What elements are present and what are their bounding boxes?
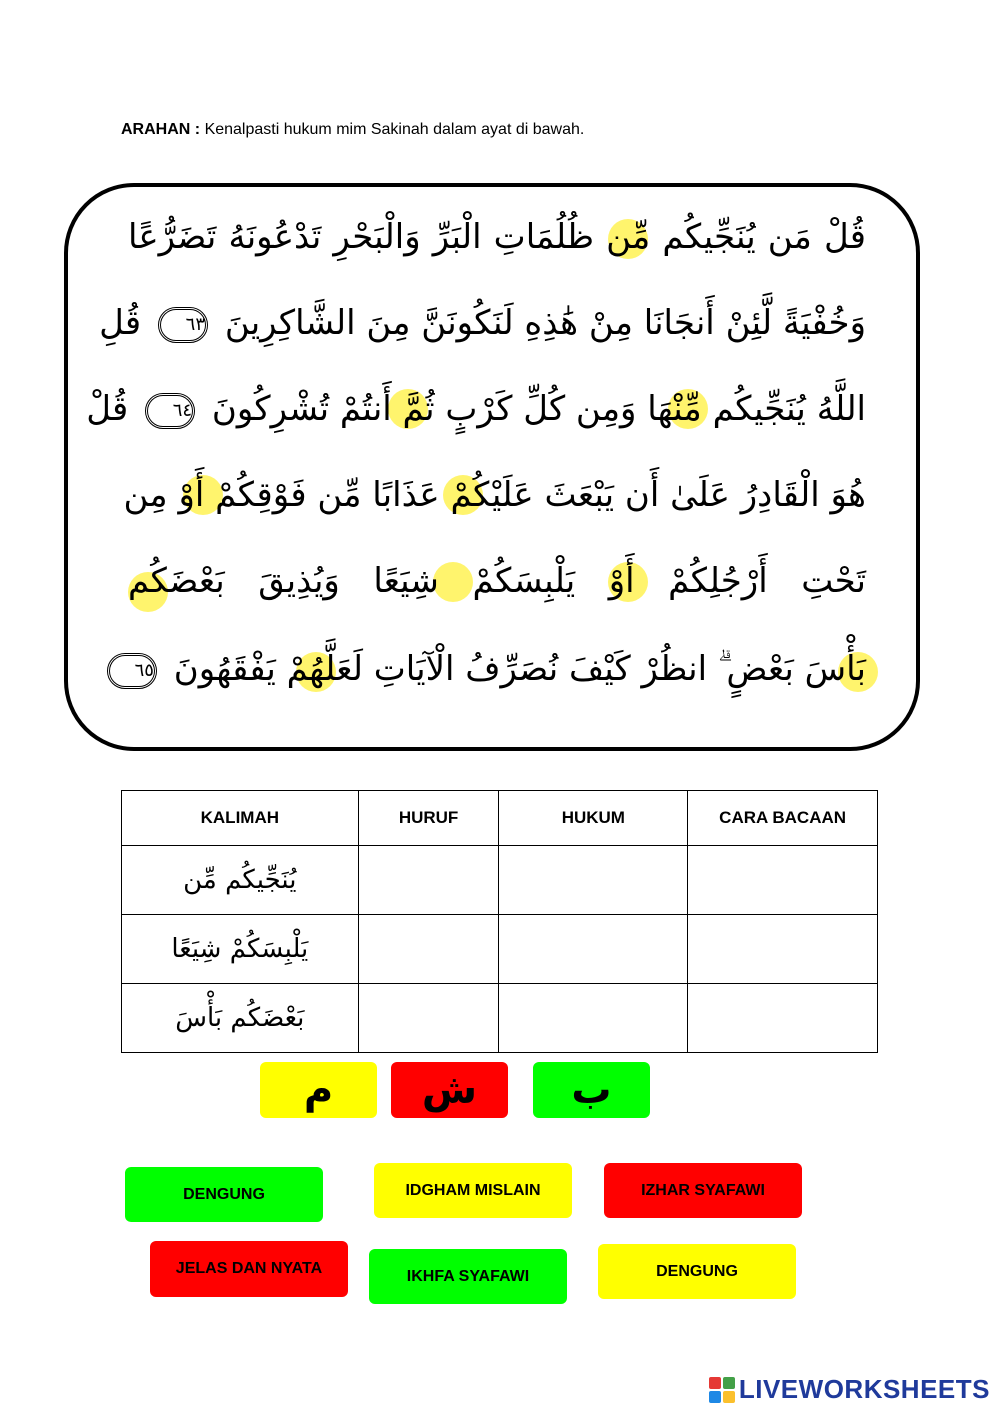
verse-line-6 [128,647,866,691]
kalimah-cell: بَعْضَكُم بَأْسَ [122,984,359,1053]
cara-bacaan-drop-cell[interactable] [688,846,878,915]
instruction-text: Kenalpasti hukum mim Sakinah dalam ayat di bawah. [204,121,585,138]
hukum-drop-cell[interactable] [499,984,688,1053]
instruction [121,121,584,139]
ayah-marker-64: ٦٤ [145,393,195,429]
verse-box [64,183,920,751]
table-row [122,846,878,915]
cara-bacaan-drop-cell[interactable] [688,984,878,1053]
answer-table [121,790,878,1053]
huruf-drop-cell[interactable] [358,846,499,915]
instruction-label: ARAHAN : [121,121,201,138]
huruf-drop-cell[interactable] [358,915,499,984]
verse-line-6-text: بَأْسَ بَعْضٍ ۗ انظُرْ كَيْفَ نُصَرِّفُ الْآيَاتِ لَعَلَّهُمْ يَفْقَهُونَ [173,649,866,689]
ayah-marker-65: ٦٥ [107,653,157,689]
liveworksheets-icon [709,1377,735,1403]
option-tile-izhar-syafawi[interactable]: IZHAR SYAFAWI [604,1163,802,1218]
verse-line-2-end: قُلِ [99,303,142,343]
letter-tile-ba[interactable]: ب [533,1062,650,1118]
option-tile-idgham-mislain[interactable]: IDGHAM MISLAIN [374,1163,572,1218]
header-hukum: HUKUM [499,791,688,846]
option-tile-jelas-dan-nyata[interactable]: JELAS DAN NYATA [150,1241,348,1297]
brand-logo [709,1374,990,1405]
verse-line-4: هُوَ الْقَادِرُ عَلَىٰ أَن يَبْعَثَ عَلَيْكُمْ عَذَابًا مِّن فَوْقِكُمْ أَوْ مِن [123,475,866,515]
verse-line-2 [99,301,866,345]
huruf-drop-cell[interactable] [358,984,499,1053]
ayah-marker-63: ٦٣ [158,307,208,343]
option-tile-dengung-yellow[interactable]: DENGUNG [598,1244,796,1299]
letter-tile-mim[interactable]: م [260,1062,377,1118]
verse-line-3 [86,387,866,431]
kalimah-cell: يُنَجِّيكُم مِّن [122,846,359,915]
header-kalimah: KALIMAH [122,791,359,846]
cara-bacaan-drop-cell[interactable] [688,915,878,984]
verse-line-3-end: قُلْ [86,389,129,429]
option-tile-dengung-green[interactable]: DENGUNG [125,1167,323,1222]
verse-line-5: تَحْتِ أَرْجُلِكُمْ أَوْ يَلْبِسَكُمْ شِيَعًا وَيُذِيقَ بَعْضَكُم [128,561,866,601]
table-row [122,984,878,1053]
brand-name: LIVEWORKSHEETS [738,1374,990,1404]
table-header-row [122,791,878,846]
letter-tile-syin[interactable]: ش [391,1062,508,1118]
option-tile-ikhfa-syafawi[interactable]: IKHFA SYAFAWI [369,1249,567,1304]
verse-line-3-start: اللَّهُ يُنَجِّيكُم مِّنْهَا وَمِن كُلِّ كَرْبٍ ثُمَّ أَنتُمْ تُشْرِكُونَ [211,389,866,429]
kalimah-cell: يَلْبِسَكُمْ شِيَعًا [122,915,359,984]
hukum-drop-cell[interactable] [499,915,688,984]
verse-line-2-start: وَخُفْيَةً لَّئِنْ أَنجَانَا مِنْ هَٰذِهِ لَنَكُونَنَّ مِنَ الشَّاكِرِينَ [224,303,866,343]
table-row [122,915,878,984]
hukum-drop-cell[interactable] [499,846,688,915]
verse-line-1: قُلْ مَن يُنَجِّيكُم مِّن ظُلُمَاتِ الْبَرِّ وَالْبَحْرِ تَدْعُونَهُ تَضَرُّعًا [128,217,866,257]
header-cara-bacaan: CARA BACAAN [688,791,878,846]
header-huruf: HURUF [358,791,499,846]
